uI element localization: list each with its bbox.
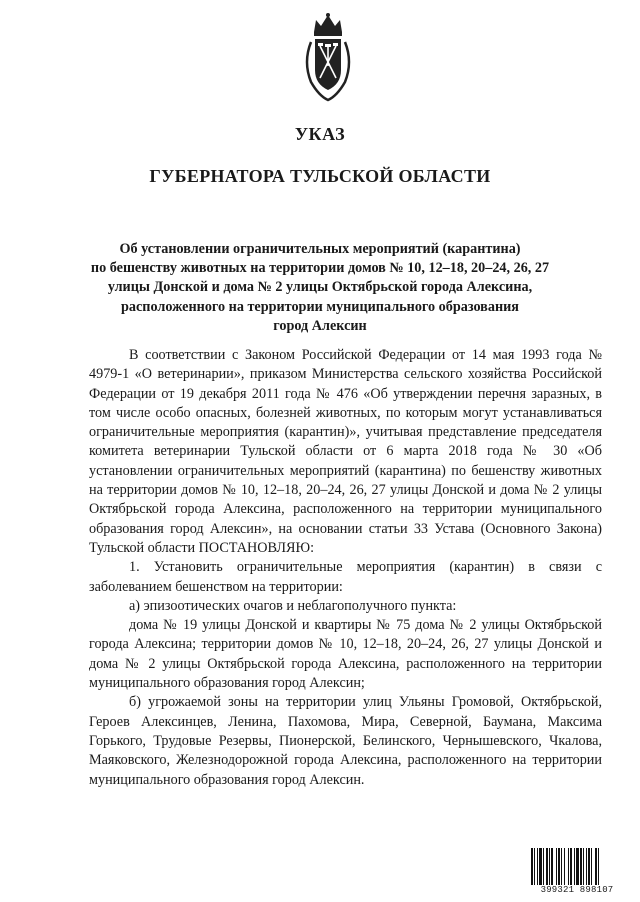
coat-of-arms-icon [297,12,359,102]
heading-line: расположенного на территории муниципального образования [121,298,519,315]
document-body [89,346,602,790]
clause-1a-paragraph: а) эпизоотических очагов и неблагополучного пункта: [129,597,457,614]
heading-line: Об установлении ограничительных мероприятий (карантина) [119,241,521,257]
heading-line: город Алексин [273,317,367,334]
heading-line: улицы Донской и дома № 2 улицы Октябрьской города Алексина, [107,279,533,296]
clause-1-paragraph: 1. Установить ограничительные мероприятия (карантин) в связи с заболеванием бешенством на территории: [89,559,602,595]
clause-1b-paragraph: б) угрожаемой зоны на территории улиц Ульяны Громовой, Октябрьской, Героев Алексинцев, Ленина, Пахомова, Мира, Северной, Баумана, Максима Горького, Трудовые Резервы, Пионерской, Белинского, Чернышевского, Чкалова, Маяковского, Железнодорожной города Алексина, расположенного на территории муниципального образования город Алексин. [89,694,602,788]
clause-1a-detail-paragraph: дома № 19 улицы Донской и квартиры № 75 дома № 2 улицы Октябрьской города Алексина; территории домов № 10, 12–18, 20–24, 26, 27 улицы Донской и дома № 2 улицы Октябрьской города Алексина, расположенного на территории муниципального образования город Алексин; [89,617,602,692]
document-title: УКАЗ [294,124,346,144]
document-subtitle: ГУБЕРНАТОРА ТУЛЬСКОЙ ОБЛАСТИ [149,166,491,186]
preamble-paragraph: В соответствии с Законом Российской Федерации от 14 мая 1993 года № 4979-1 «О ветеринарии», приказом Министерства сельского хозяйства Российской Федерации от 19 декабря 2011 года № 476 «Об утверждении перечня заразных, в том числе особо опасных, болезней животных, по которым могут устанавливаться ограничительные мероприятия (карантин)», учитывая представление председателя комитета ветеринарии Тульской области от 6 марта 2018 года № 30 «Об установлении ограничительных мероприятий (карантина) по бешенству животных на территории домов № 10, 12–18, 20–24, 26, 27 улицы Донской и дома № 2 улицы Октябрьской города Алексина, расположенного на территории муниципального образования город Алексин», на основании статьи 33 Устава (Основного Закона) Тульской области ПОСТАНОВЛЯЮ: [89,347,602,556]
barcode-number: 399321 898107 [530,885,624,895]
document-heading [60,240,580,336]
heading-line: по бешенству животных на территории домов № 10, 12–18, 20–24, 26, 27 [90,260,550,277]
